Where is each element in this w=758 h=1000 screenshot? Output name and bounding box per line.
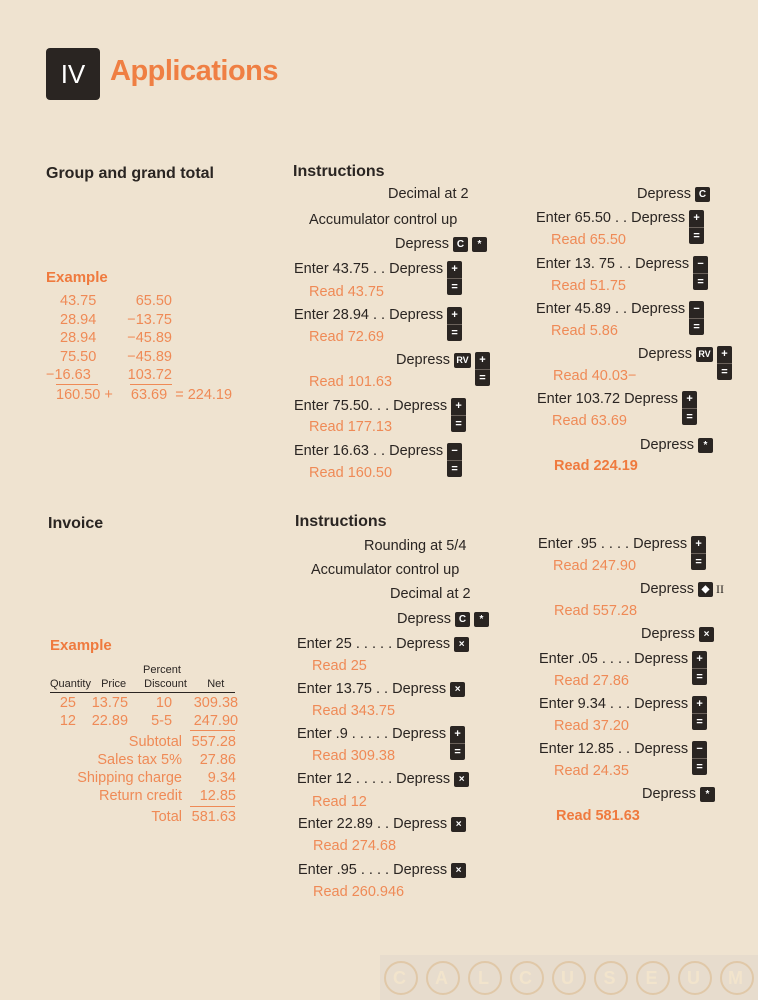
diamond-key-icon: ◆ <box>698 582 713 597</box>
instr-step: Depress RV + = <box>638 346 732 380</box>
instr-step: Enter 28.94 . . Depress + = <box>294 307 462 341</box>
plus-equals-key-icon: + = <box>691 536 706 570</box>
instr-read: Read 43.75 <box>309 284 384 300</box>
divider <box>56 384 98 385</box>
divider <box>190 806 235 807</box>
instr-step: Accumulator control up <box>309 212 458 228</box>
instr-read: Read 12 <box>312 794 367 810</box>
table-row: 12 22.89 5-5 247.90 <box>59 713 239 729</box>
group-example-col2 <box>120 293 172 386</box>
instr-read: Read 72.69 <box>309 329 384 345</box>
instr-read: Read 5.86 <box>551 323 618 339</box>
instr-step: Depress C * <box>395 236 487 252</box>
list-item: −45.89 <box>127 348 172 365</box>
plus-equals-key-icon: + = <box>717 346 732 380</box>
plus-equals-key-icon: + = <box>692 651 707 685</box>
instr-step: Depress ◆ II <box>640 581 724 597</box>
times-key-icon: × <box>454 637 469 652</box>
times-key-icon: × <box>451 863 466 878</box>
divider <box>50 692 235 693</box>
instr-step: Depress RV + = <box>396 352 490 386</box>
instr-step: Decimal at 2 <box>390 586 471 602</box>
instr-step: Depress C * <box>397 611 489 627</box>
col-header: Net <box>207 678 225 690</box>
instr-step: Depress × <box>641 626 714 642</box>
instr-step: Enter 22.89 . . Depress × <box>298 816 466 832</box>
group-example-col1 <box>46 293 97 386</box>
instr-step: Enter 9.34 . . . Depress + = <box>539 696 707 730</box>
instr-step: Enter 13. 75 . . Depress − = <box>536 256 708 290</box>
instr-step: Depress C <box>637 186 710 202</box>
instr-read: Read 65.50 <box>551 232 626 248</box>
list-item: −16.63 <box>46 367 91 383</box>
rv-key-icon: RV <box>454 353 471 368</box>
times-key-icon: × <box>454 772 469 787</box>
instr-step: Enter .95 . . . . Depress × <box>298 862 466 878</box>
plus-equals-key-icon: + = <box>450 726 465 760</box>
instr-read: Read 24.35 <box>554 763 629 779</box>
summary-row: Subtotal 557.28 <box>128 734 236 750</box>
instr-read: Read 160.50 <box>309 465 393 481</box>
star-key-icon: * <box>472 237 487 252</box>
instr-read: Read 177.13 <box>309 419 393 435</box>
instructions-heading-invoice: Instructions <box>295 513 387 530</box>
instr-step: Enter 75.50. . . Depress + = <box>294 398 466 432</box>
instr-read: Read 260.946 <box>313 884 405 900</box>
star-key-icon: * <box>474 612 489 627</box>
instr-step: Depress * <box>640 437 713 453</box>
instr-read: Read 27.86 <box>554 673 629 689</box>
list-item: 28.94 <box>60 330 97 346</box>
list-item: −45.89 <box>127 330 172 346</box>
total-mid: 63.69 <box>130 387 168 403</box>
example-label-group: Example <box>46 269 108 286</box>
group-total-line <box>56 387 232 403</box>
rv-key-icon: RV <box>696 347 713 362</box>
instr-read: Read 37.20 <box>554 718 629 734</box>
instructions-heading-group: Instructions <box>293 163 385 180</box>
instr-read: Read 557.28 <box>554 603 638 619</box>
minus-equals-key-icon: − = <box>689 301 704 335</box>
minus-equals-key-icon: − = <box>447 443 462 477</box>
instr-step: Enter .05 . . . . Depress + = <box>539 651 707 685</box>
example-label-invoice: Example <box>50 637 112 654</box>
ii-mark: II <box>716 582 724 596</box>
total-grand: = 224.19 <box>175 387 233 403</box>
list-item: 65.50 <box>135 293 172 309</box>
instr-read: Read 51.75 <box>551 278 626 294</box>
col-header: Price <box>101 678 127 690</box>
times-key-icon: × <box>450 682 465 697</box>
instr-step: Rounding at 5/4 <box>364 538 467 554</box>
clear-key-icon: C <box>453 237 468 252</box>
plus-equals-key-icon: + = <box>451 398 466 432</box>
instr-read: Read 25 <box>312 658 367 674</box>
instr-step: Enter 43.75 . . Depress + = <box>294 261 462 295</box>
plus-equals-key-icon: + = <box>475 352 490 386</box>
instr-read: Read 309.38 <box>312 748 396 764</box>
star-key-icon: * <box>700 787 715 802</box>
instr-step: Enter .95 . . . . Depress + = <box>538 536 706 570</box>
instr-step: Enter 25 . . . . . Depress × <box>297 636 469 652</box>
col-header: Quantity <box>50 678 91 690</box>
instr-step: Enter 12 . . . . . Depress × <box>297 771 469 787</box>
invoice-table-header <box>50 678 234 693</box>
plus-equals-key-icon: + = <box>692 696 707 730</box>
clear-key-icon: C <box>695 187 710 202</box>
list-item: 28.94 <box>60 311 97 328</box>
divider <box>190 730 235 731</box>
summary-row-total: Total 581.63 <box>151 809 236 825</box>
instr-step: Accumulator control up <box>311 562 460 578</box>
plus-equals-key-icon: + = <box>682 391 697 425</box>
instr-read-final: Read 581.63 <box>556 808 640 824</box>
chapter-badge: IV <box>46 48 100 100</box>
star-key-icon: * <box>698 438 713 453</box>
instr-read: Read 101.63 <box>309 374 393 390</box>
minus-equals-key-icon: − = <box>692 741 707 775</box>
instr-step: Enter 13.75 . . Depress × <box>297 681 465 697</box>
plus-equals-key-icon: + = <box>447 261 462 295</box>
times-key-icon: × <box>699 627 714 642</box>
col-header-percent: Percent <box>143 664 181 676</box>
list-item: 103.72 <box>127 367 172 383</box>
list-item: 75.50 <box>60 348 97 365</box>
instr-step: Enter 65.50 . . Depress + = <box>536 210 704 244</box>
instr-step: Enter 16.63 . . Depress − = <box>294 443 462 477</box>
total-left: 160.50 + <box>56 387 113 403</box>
plus-equals-key-icon: + = <box>447 307 462 341</box>
instr-step: Enter 45.89 . . Depress − = <box>536 301 704 335</box>
table-row: 25 13.75 10 309.38 <box>59 695 239 711</box>
section-heading-invoice: Invoice <box>48 515 104 532</box>
summary-row: Sales tax 5% 27.86 <box>97 752 236 768</box>
clear-key-icon: C <box>455 612 470 627</box>
divider <box>130 384 172 385</box>
col-header: Discount <box>144 678 187 690</box>
minus-equals-key-icon: − = <box>693 256 708 290</box>
instr-read: Read 40.03− <box>553 368 637 384</box>
instr-read: Read 63.69 <box>552 413 627 429</box>
section-heading-group: Group and grand total <box>46 165 214 182</box>
instr-step: Decimal at 2 <box>388 186 469 202</box>
instr-read: Read 343.75 <box>312 703 396 719</box>
instr-step: Enter .9 . . . . . Depress + = <box>297 726 465 760</box>
instr-read: Read 274.68 <box>313 838 397 854</box>
instr-step: Enter 12.85 . . Depress − = <box>539 741 707 775</box>
plus-equals-key-icon: + = <box>689 210 704 244</box>
watermark-logo: C A L C U S E U M <box>380 955 758 1000</box>
times-key-icon: × <box>451 817 466 832</box>
summary-row: Return credit 12.85 <box>98 788 236 804</box>
page-title: Applications <box>110 55 279 87</box>
list-item: −13.75 <box>127 311 172 328</box>
instr-step: Depress * <box>642 786 715 802</box>
instr-read-final: Read 224.19 <box>554 458 638 474</box>
summary-row: Shipping charge 9.34 <box>77 770 236 786</box>
instr-step: Enter 103.72 Depress + = <box>537 391 697 425</box>
instr-read: Read 247.90 <box>553 558 637 574</box>
list-item: 43.75 <box>60 293 97 309</box>
